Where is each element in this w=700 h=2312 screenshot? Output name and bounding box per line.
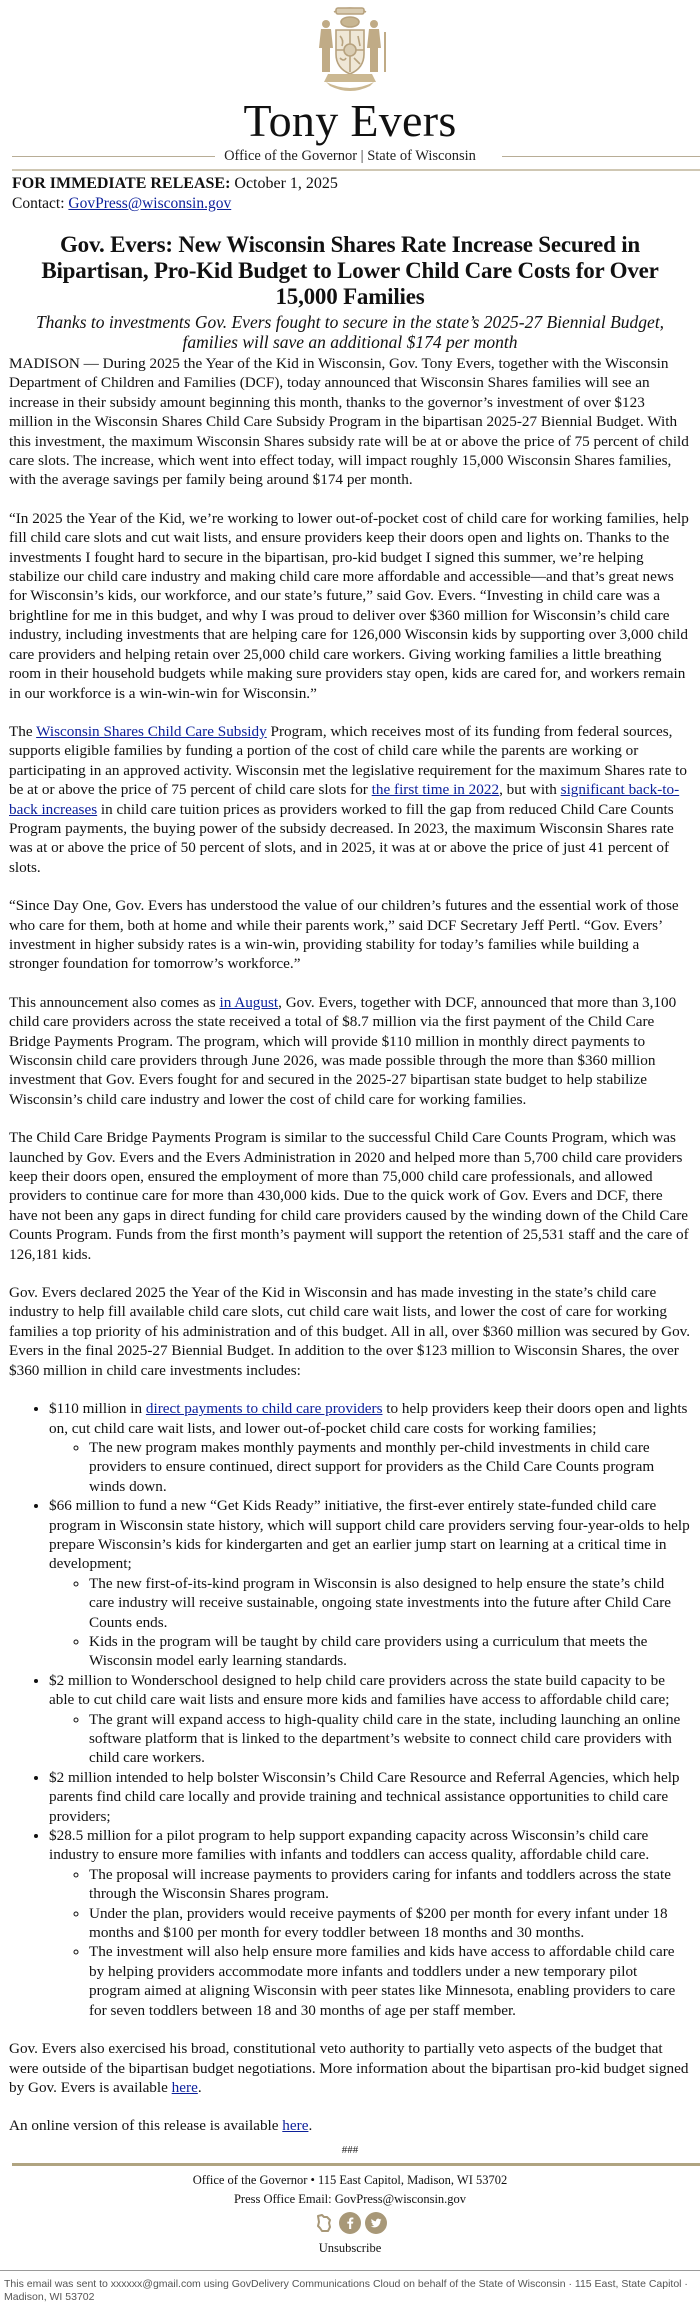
facebook-icon[interactable] (339, 2212, 361, 2234)
link-wisconsin-shares[interactable]: Wisconsin Shares Child Care Subsidy (36, 722, 267, 740)
contact-email-link[interactable]: GovPress@wisconsin.gov (68, 195, 232, 212)
text: Gov. Evers also exercised his broad, constitutional veto authority to partially veto aspects of the budget that were outside of the bipartisan budget negotiations. More information about the bipartisan pro-kid budget signed by Gov. Evers is available (9, 2040, 689, 2096)
text: $2 million intended to help bolster Wisconsin’s Child Care Resource and Referral Agencies, which help parents find child care locally and provide training and technical assistance opportunities to child care providers; (49, 1768, 680, 1825)
paragraph-bridge-program: The Child Care Bridge Payments Program is similar to the successful Child Care Counts Program, which was launched by Gov. Evers and the Evers Administration in 2020 and helped more than 5,700 child care providers keep their doors open, ensured the employment of more than 75,000 child care professionals, and allowed providers to continue care for more than 430,000 kids. Due to the quick work of Gov. Evers and DCF, there have not been any gaps in direct funding for child care providers caused by the winding down of the Child Care Counts Program. Funds from the first month’s payment will support the retention of 25,531 staff and the care of 126,181 kids. (9, 1129, 689, 1263)
decorative-rule-right (502, 156, 700, 157)
paragraph-governor-quote: “In 2025 the Year of the Kid, we’re working to lower out-of-pocket cost of child care for working families, help fill child care slots and cut wait lists, and ensure providers keep their doors open and lights on. Thanks to the investments I fought hard to secure in the bipartisan, pro-kid budget I signed this summer, we’re helping stabilize our child care industry and making child care more affordable and accessible—and that’s great news for Wisconsin’s kids, our workforce, and our state’s future,” said Gov. Evers. “Investing in child care was a brightline for me in this budget, and why I was proud to deliver over $360 million for Wisconsin’s child care industry, including investments that are helping care for 126,000 Wisconsin kids by supporting over 3,000 child care providers and helping retain over 25,000 child care workers. Giving working families a little breathing room in their household budgets while making sure providers stay open, kids are cared for, and workers remain in our workforce is a win-win-win for Wisconsin.” (9, 509, 689, 702)
office-line: Office of the Governor | State of Wisconsin (224, 148, 476, 164)
text: Program, which receives most of its funding from federal sources, supports eligible families by funding a portion of the cost of child care while the parents are working or participating in an approved activity. Wisconsin met the legislative requirement for the maximum Shares rate to be at or above the price of 75 percent of child care slots for (9, 722, 687, 799)
text: An online version of this release is available (9, 2117, 283, 2135)
social-links (0, 2212, 700, 2234)
list-item (49, 1671, 692, 1768)
sub-list (49, 1710, 692, 1768)
unsubscribe-link[interactable]: Unsubscribe (318, 2240, 382, 2255)
contact-label: Contact: (12, 195, 65, 212)
release-line (12, 174, 688, 194)
paragraph-dcf-quote: “Since Day One, Gov. Evers has understood the value of our children’s futures and the essential work of those who care for them, both at home and while their parents work,” said DCF Secretary Jeff Pertl. “Gov. Evers’ investment in higher subsidy rates is a win-win, providing stability for today’s families while building a stronger foundation for tomorrow’s workforce.” (9, 897, 679, 973)
office-line-row (0, 146, 700, 164)
list-item (49, 1768, 692, 1826)
text: $66 million to fund a new “Get Kids Ready” initiative, the first-ever entirely state-funded child care program in Wisconsin state history, which will support child care providers serving four-year-olds to help prepare Wisconsin’s kids for kindergarten and get an earlier jump start on learning at a critical time in development; (49, 1497, 690, 1573)
text: $110 million in (49, 1400, 146, 1418)
sub-list-item: ◦ The grant will expand access to high-quality child care in the state, including launching an online software platform that is linked to the department’s website to connect child care providers with child care workers. (89, 1710, 692, 1768)
list-item (49, 1399, 692, 1496)
sub-list-item: ◦ The proposal will increase payments to providers caring for infants and toddlers across the state through the Wisconsin Shares program. (89, 1865, 692, 1904)
sub-list (49, 1574, 692, 1671)
governor-name: Tony Evers (243, 95, 457, 146)
text: . (197, 2078, 202, 2096)
link-back-to-back-increases[interactable]: significant back-to-back increases (9, 781, 680, 818)
footer-press-email: Press Office Email: GovPress@wisconsin.gov (233, 2191, 467, 2206)
text: $2 million to Wonderschool designed to help child care providers across the state build capacity to be able to cut child care wait lists and ensure more kids and families have access to affordable child care; (49, 1671, 670, 1709)
twitter-icon[interactable] (365, 2212, 387, 2234)
link-in-august[interactable]: in August (219, 993, 279, 1011)
paragraph-bridge-announcement (9, 993, 692, 1109)
sub-list (49, 1438, 692, 1496)
list-item (49, 1496, 692, 1671)
text: This announcement also comes as (9, 993, 220, 1011)
decorative-rule-left (12, 156, 215, 157)
wisconsin-state-seal-icon (300, 2, 400, 94)
list-item (49, 1826, 692, 2020)
contact-line (12, 194, 688, 214)
link-first-time-2022[interactable]: the first time in 2022 (371, 781, 500, 799)
investments-list (9, 1399, 692, 2020)
sub-list-item: ◦ The new first-of-its-kind program in Wisconsin is also designed to help ensure the state’s child care industry will receive sustainable, ongoing state investments into the future after Child Care Counts ends. (89, 1574, 692, 1632)
delivery-notice: This email was sent to xxxxxx@gmail.com using GovDelivery Communications Cloud on behalf of the State of Wisconsin · 115 East, State Capitol · Madison, WI 53702 (4, 2277, 688, 2303)
text: to help providers keep their doors open and lights on, cut child care wait lists, and lower out-of-pocket child care costs for working families; (49, 1400, 688, 1437)
link-direct-payments[interactable]: direct payments to child care providers (145, 1400, 383, 1418)
footer (0, 2166, 700, 2256)
end-mark: ### (341, 2143, 359, 2156)
header-divider (12, 169, 700, 171)
sub-list (49, 1865, 692, 2020)
headline-subtitle: Thanks to investments Gov. Evers fought to secure in the state’s 2025-27 Biennial Budget, families will save an additional $174 per month (35, 312, 665, 352)
paragraph-shares-program (9, 722, 692, 877)
footer-address: Office of the Governor • 115 East Capitol, Madison, WI 53702 (192, 2172, 508, 2187)
release-meta (0, 164, 700, 214)
sub-list-item: ◦ The new program makes monthly payments and monthly per-child investments in child care providers to ensure continued, direct support for providers as the Child Care Counts program winds down. (89, 1438, 692, 1496)
release-label: FOR IMMEDIATE RELEASE: (12, 175, 231, 192)
letterhead (0, 0, 700, 164)
paragraph-intro: MADISON — During 2025 the Year of the Kid in Wisconsin, Gov. Tony Evers, together with the Wisconsin Department of Children and Families (DCF), today announced that Wisconsin Shares families will see an increase in their subsidy amount beginning this month, thanks to the governor’s investment of over $123 million in the Wisconsin Shares Child Care Subsidy Program in the bipartisan 2025-27 Biennial Budget. With this investment, the maximum Wisconsin Shares subsidy rate will be at or above the price of 75 percent of child care slots. The increase, which went into effect today, will impact roughly 15,000 Wisconsin Shares families, with the average savings per family being around $174 per month. (9, 355, 689, 489)
paragraph-year-of-kid: Gov. Evers declared 2025 the Year of the Kid in Wisconsin and has made investing in the state’s child care industry to help fill available child care slots, cut child care wait lists, and lower the cost of care for working families a top priority of his administration and of this budget. All in all, over $360 million was secured by Gov. Evers in the final 2025-27 Biennial Budget. In addition to the over $123 million to Wisconsin Shares, the over $360 million in child care investments includes: (9, 1284, 691, 1379)
text: , but with (499, 781, 561, 799)
wisconsin-map-icon[interactable] (313, 2212, 335, 2234)
text: , Gov. Evers, together with DCF, announced that more than 3,100 child care providers across the state received a total of $8.7 million via the first payment of the Child Care Bridge Payments Program. The program, which will provide $110 million in monthly direct payments to Wisconsin child care providers through June 2026, was made possible through the more than $360 million investment that Gov. Evers fought for and secured in the 2025-27 bipartisan state budget to help stabilize Wisconsin’s child care industry and lower the cost of child care for working families. (9, 993, 677, 1108)
sub-list-item: ◦ The investment will also help ensure more families and kids have access to affordable child care by helping providers accommodate more infants and toddlers under a new temporary pilot program aimed at aligning Wisconsin with peer states like Minnesota, enabling providers to care for seven toddlers between 18 and 30 months of age per staff member. (89, 1942, 692, 2020)
link-online-version-here[interactable]: here (282, 2117, 309, 2135)
sub-list-item: ◦ Under the plan, providers would receive payments of $200 per month for every infant under 18 months and $100 per month for every toddler between 18 months and 30 months. (89, 1904, 692, 1943)
release-date: October 1, 2025 (234, 175, 338, 192)
text: . (308, 2117, 313, 2135)
link-budget-info-here[interactable]: here (171, 2078, 198, 2096)
sub-list-item: ◦ Kids in the program will be taught by child care providers using a curriculum that meets the Wisconsin model early learning standards. (89, 1632, 692, 1671)
text: in child care tuition prices as providers worked to fill the gap from reduced Child Care Counts Program payments, the buying power of the subsidy decreased. In 2023, the maximum Wisconsin Shares rate was at or above the price of 50 percent of slots, and in 2025, it was at or above the price of just 41 percent of slots. (9, 800, 674, 876)
release-body (0, 354, 700, 2136)
headline-title: Gov. Evers: New Wisconsin Shares Rate Increase Secured in Bipartisan, Pro-Kid Budget to Lower Child Care Costs for Over 15,000 Families (41, 232, 659, 309)
paragraph-online-version (9, 2116, 692, 2135)
paragraph-veto (9, 2039, 692, 2097)
text: $28.5 million for a pilot program to help support expanding capacity across Wisconsin’s child care industry to ensure more families with infants and toddlers can access quality, affordable child care. (49, 1827, 650, 1864)
text: The (9, 722, 37, 740)
